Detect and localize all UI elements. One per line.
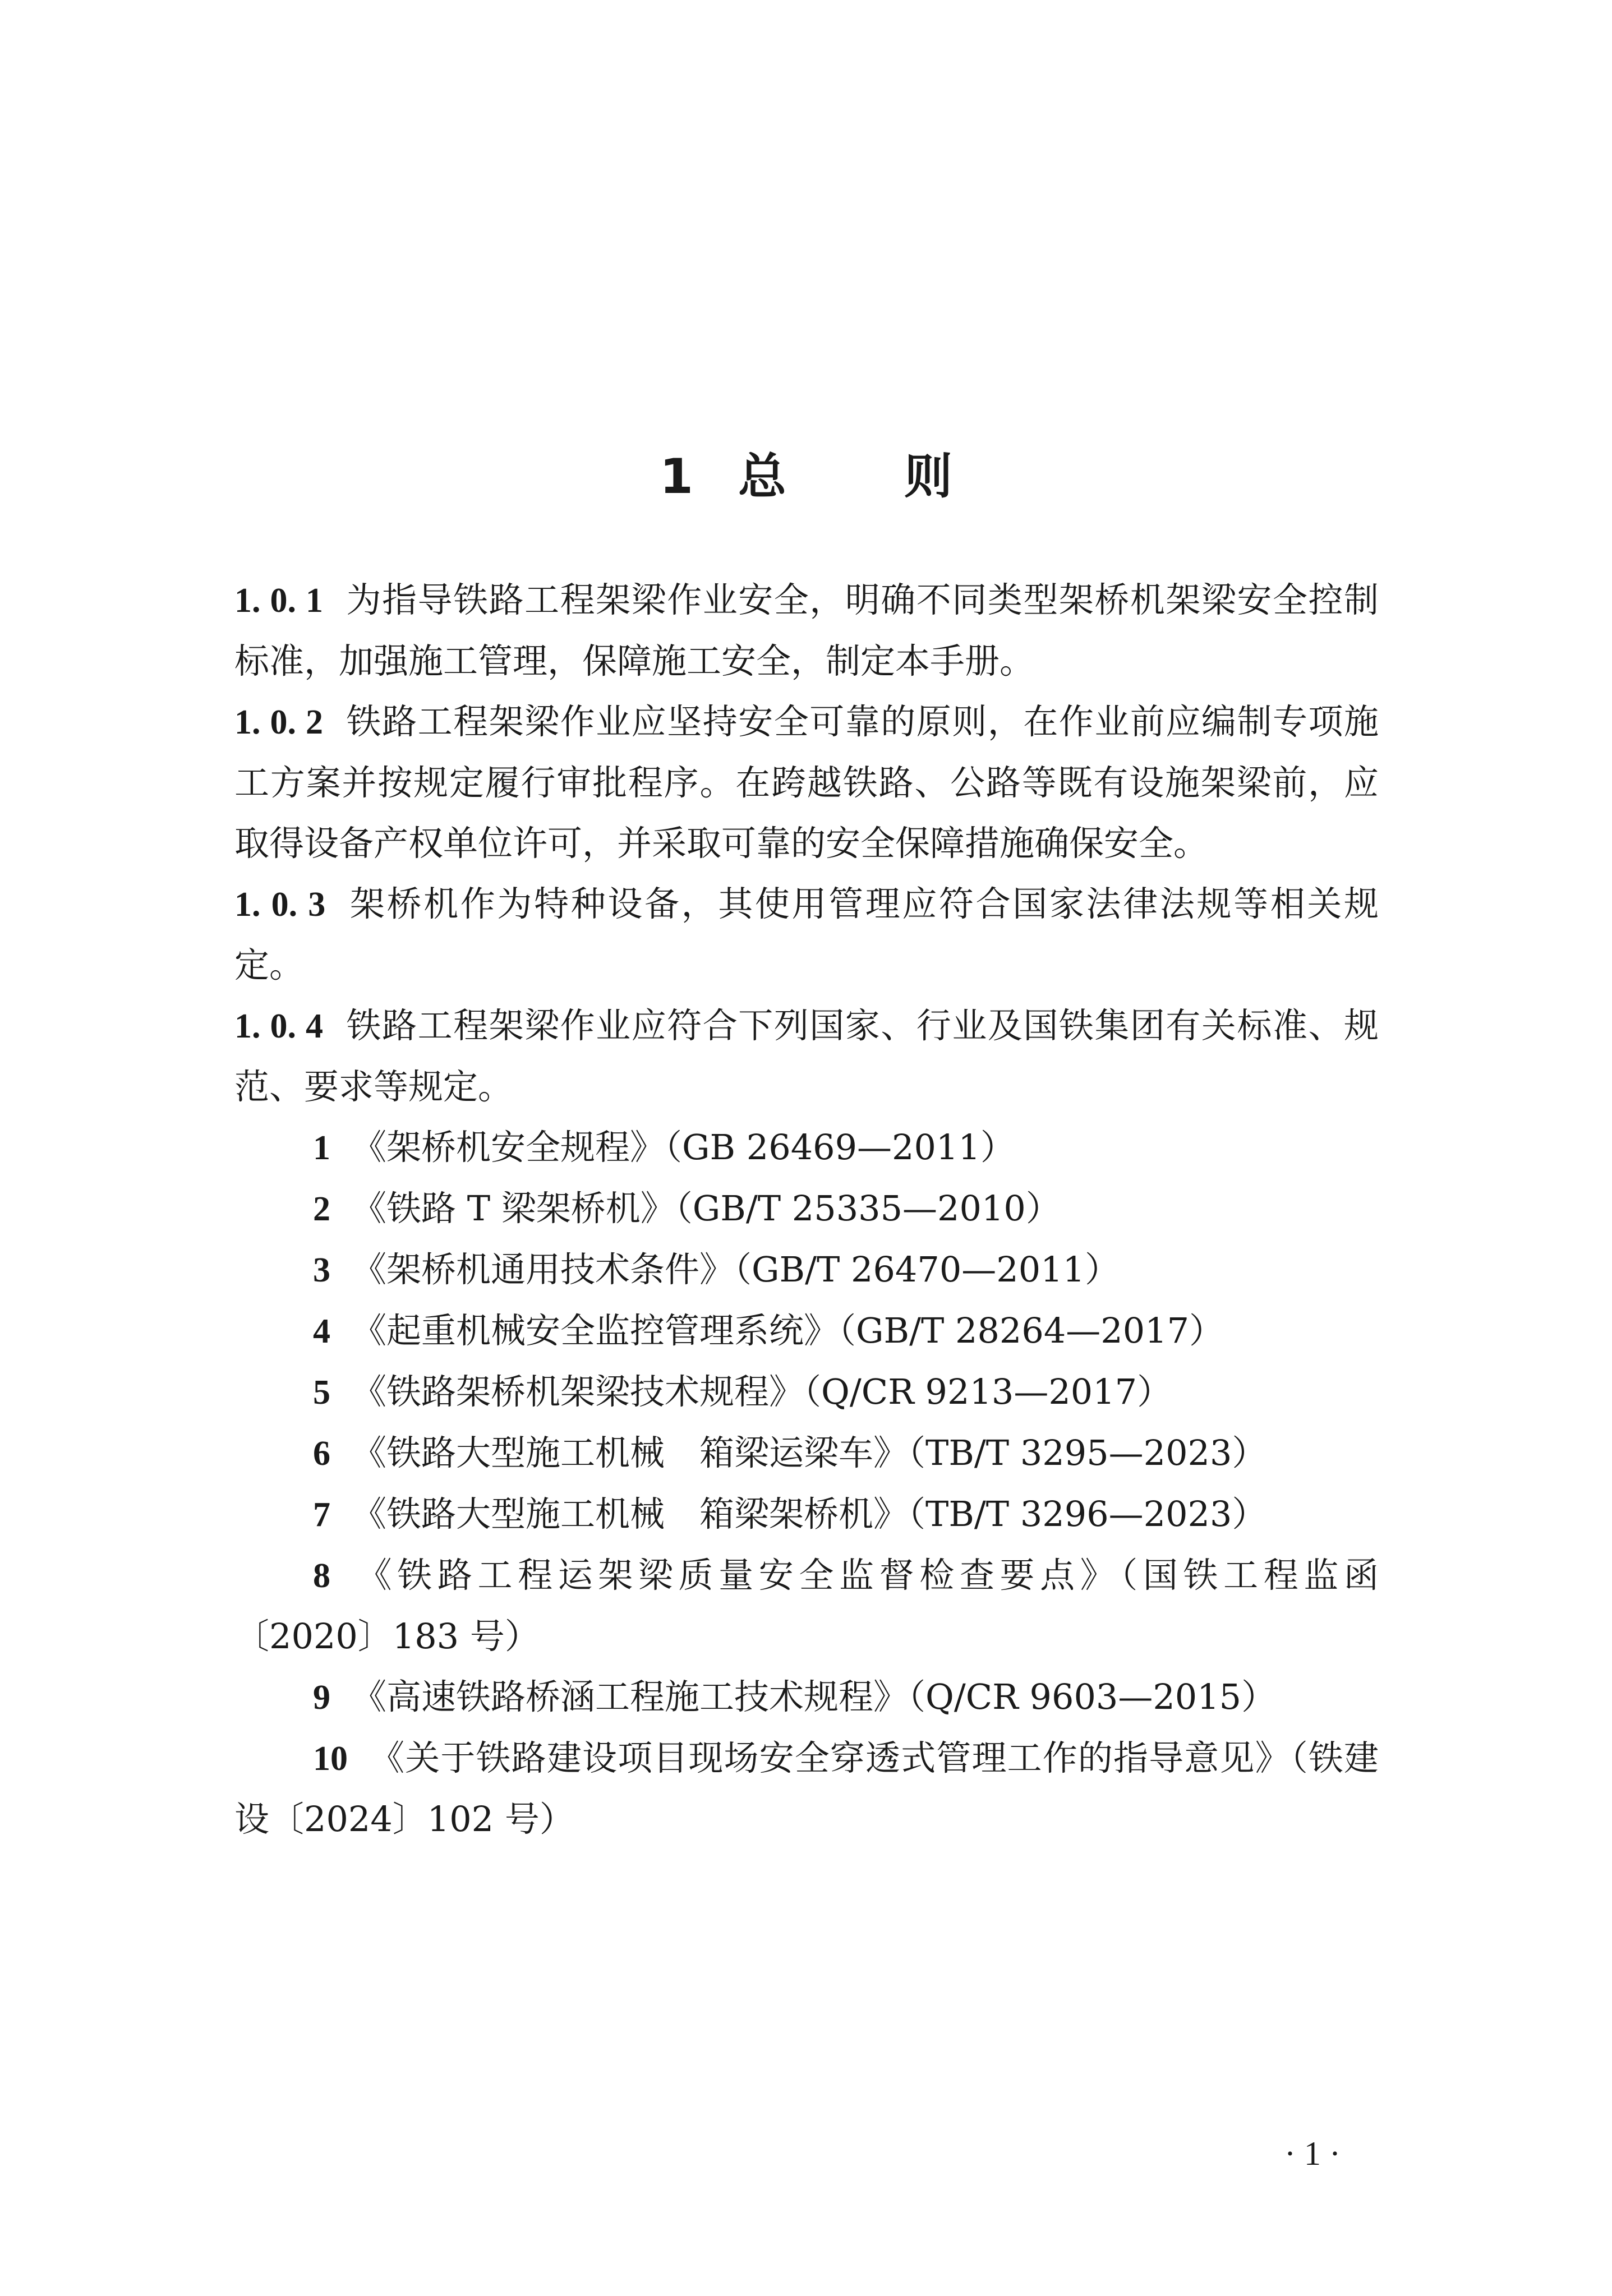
standard-item-9 xyxy=(234,1667,1379,1728)
chapter-title-char-2: 则 xyxy=(904,449,952,505)
standard-item-4 xyxy=(234,1301,1379,1362)
standard-item-3 xyxy=(234,1239,1379,1301)
item-text: 《关于铁路建设项目现场安全穿透式管理工作的指导意见》（铁建设〔2024〕102 号） xyxy=(234,1737,1379,1839)
standard-item-5 xyxy=(234,1362,1379,1423)
item-number: 6 xyxy=(313,1435,330,1473)
standard-item-10 xyxy=(234,1728,1379,1850)
item-text: 《铁路架桥机架梁技术规程》（Q/CR 9213—2017） xyxy=(352,1371,1172,1412)
item-text: 《架桥机安全规程》（GB 26469—2011） xyxy=(352,1127,1015,1168)
item-number: 9 xyxy=(313,1679,330,1717)
standard-item-6 xyxy=(234,1423,1379,1484)
clause-text: 铁路工程架梁作业应坚持安全可靠的原则，在作业前应编制专项施工方案并按规定履行审批程序。在跨越铁路、公路等既有设施架梁前，应取得设备产权单位许可，并采取可靠的安全保障措施确保安全。 xyxy=(234,701,1379,864)
item-text: 《高速铁路桥涵工程施工技术规程》（Q/CR 9603—2015） xyxy=(352,1676,1277,1717)
clause-number: 1. 0. 1 xyxy=(234,582,324,620)
clause-text: 架桥机作为特种设备，其使用管理应符合国家法律法规等相关规定。 xyxy=(234,883,1379,985)
clause-number: 1. 0. 3 xyxy=(234,886,326,924)
chapter-title-char-1: 总 xyxy=(738,449,786,505)
item-number: 5 xyxy=(313,1373,330,1412)
clause-1-0-1 xyxy=(234,570,1379,691)
item-text: 《铁路工程运架梁质量安全监督检查要点》（国铁工程监函〔2020〕183 号） xyxy=(234,1555,1379,1657)
item-text: 《铁路 T 梁架桥机》（GB/T 25335—2010） xyxy=(352,1188,1061,1229)
clause-number: 1. 0. 4 xyxy=(234,1007,324,1045)
clause-number: 1. 0. 2 xyxy=(234,703,324,741)
chapter-title xyxy=(0,443,1612,510)
item-number: 3 xyxy=(313,1251,330,1289)
clause-1-0-3 xyxy=(234,874,1379,995)
chapter-number: 1 xyxy=(660,449,693,505)
clause-1-0-2 xyxy=(234,691,1379,874)
item-text: 《架桥机通用技术条件》（GB/T 26470—2011） xyxy=(352,1249,1120,1290)
clause-1-0-4 xyxy=(234,995,1379,1117)
standards-list xyxy=(234,1117,1379,1850)
standard-item-7 xyxy=(234,1484,1379,1545)
item-number: 7 xyxy=(313,1496,330,1534)
item-text: 《铁路大型施工机械 箱梁架桥机》（TB/T 3296—2023） xyxy=(352,1493,1267,1534)
item-number: 1 xyxy=(313,1129,330,1167)
item-number: 2 xyxy=(313,1190,330,1228)
item-text: 《铁路大型施工机械 箱梁运梁车》（TB/T 3295—2023） xyxy=(352,1432,1267,1473)
item-text: 《起重机械安全监控管理系统》（GB/T 28264—2017） xyxy=(352,1310,1224,1351)
standard-item-2 xyxy=(234,1178,1379,1239)
clause-text: 铁路工程架梁作业应符合下列国家、行业及国铁集团有关标准、规范、要求等规定。 xyxy=(234,1005,1379,1107)
item-number: 4 xyxy=(313,1312,330,1350)
clause-text: 为指导铁路工程架梁作业安全，明确不同类型架桥机架梁安全控制标准，加强施工管理，保障施工安全，制定本手册。 xyxy=(234,579,1379,681)
item-number: 10 xyxy=(313,1740,348,1778)
standard-item-8 xyxy=(234,1545,1379,1667)
page-number: · 1 · xyxy=(1284,2135,1341,2172)
item-number: 8 xyxy=(313,1557,330,1595)
chapter-body xyxy=(234,570,1379,1850)
standard-item-1 xyxy=(234,1117,1379,1178)
